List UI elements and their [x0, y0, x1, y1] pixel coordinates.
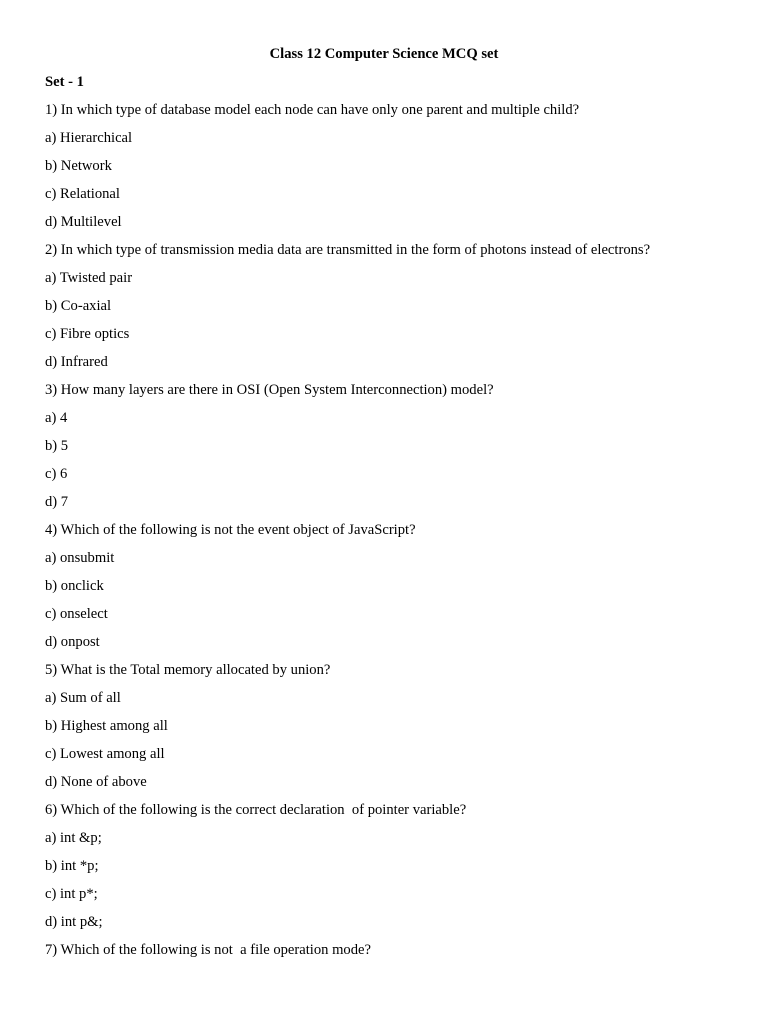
question-text: 2) In which type of transmission media data are transmitted in the form of photons instead of electrons?	[45, 242, 651, 258]
question-block	[45, 656, 725, 796]
answer-option: c) Lowest among all	[45, 746, 165, 762]
answer-option: a) Sum of all	[45, 690, 121, 706]
document-title: Class 12 Computer Science MCQ set	[269, 46, 499, 62]
answer-option: c) Fibre optics	[45, 326, 130, 342]
question-text: 6) Which of the following is the correct declaration of pointer variable?	[45, 802, 467, 818]
answer-option: d) 7	[45, 494, 69, 510]
answer-option: d) int p&;	[45, 914, 103, 930]
question-block	[45, 516, 725, 656]
answer-option: b) Highest among all	[45, 718, 168, 734]
answer-option: d) Infrared	[45, 354, 108, 370]
answer-option: a) Hierarchical	[45, 130, 133, 146]
answer-option: c) Relational	[45, 186, 120, 202]
answer-option: a) 4	[45, 410, 68, 426]
answer-option: b) int *p;	[45, 858, 99, 874]
question-text: 3) How many layers are there in OSI (Open System Interconnection) model?	[45, 382, 494, 398]
answer-option: d) None of above	[45, 774, 147, 790]
answer-option: a) int &p;	[45, 830, 102, 846]
document-page	[45, 40, 725, 964]
question-text: 7) Which of the following is not a file operation mode?	[45, 942, 371, 958]
answer-option: d) Multilevel	[45, 214, 122, 230]
answer-option: b) Network	[45, 158, 112, 174]
answer-option: c) onselect	[45, 606, 108, 622]
question-list	[45, 96, 725, 964]
answer-option: c) int p*;	[45, 886, 98, 902]
question-block	[45, 936, 725, 964]
question-text: 5) What is the Total memory allocated by union?	[45, 662, 331, 678]
question-text: 1) In which type of database model each node can have only one parent and multiple child?	[45, 102, 580, 118]
answer-option: c) 6	[45, 466, 68, 482]
question-block	[45, 236, 725, 376]
answer-option: b) onclick	[45, 578, 104, 594]
answer-option: a) onsubmit	[45, 550, 115, 566]
answer-option: b) 5	[45, 438, 69, 454]
set-label: Set - 1	[45, 74, 84, 90]
answer-option: b) Co-axial	[45, 298, 112, 314]
question-block	[45, 796, 725, 936]
question-block	[45, 376, 725, 516]
answer-option: a) Twisted pair	[45, 270, 133, 286]
question-text: 4) Which of the following is not the event object of JavaScript?	[45, 522, 416, 538]
question-block	[45, 96, 725, 236]
answer-option: d) onpost	[45, 634, 100, 650]
